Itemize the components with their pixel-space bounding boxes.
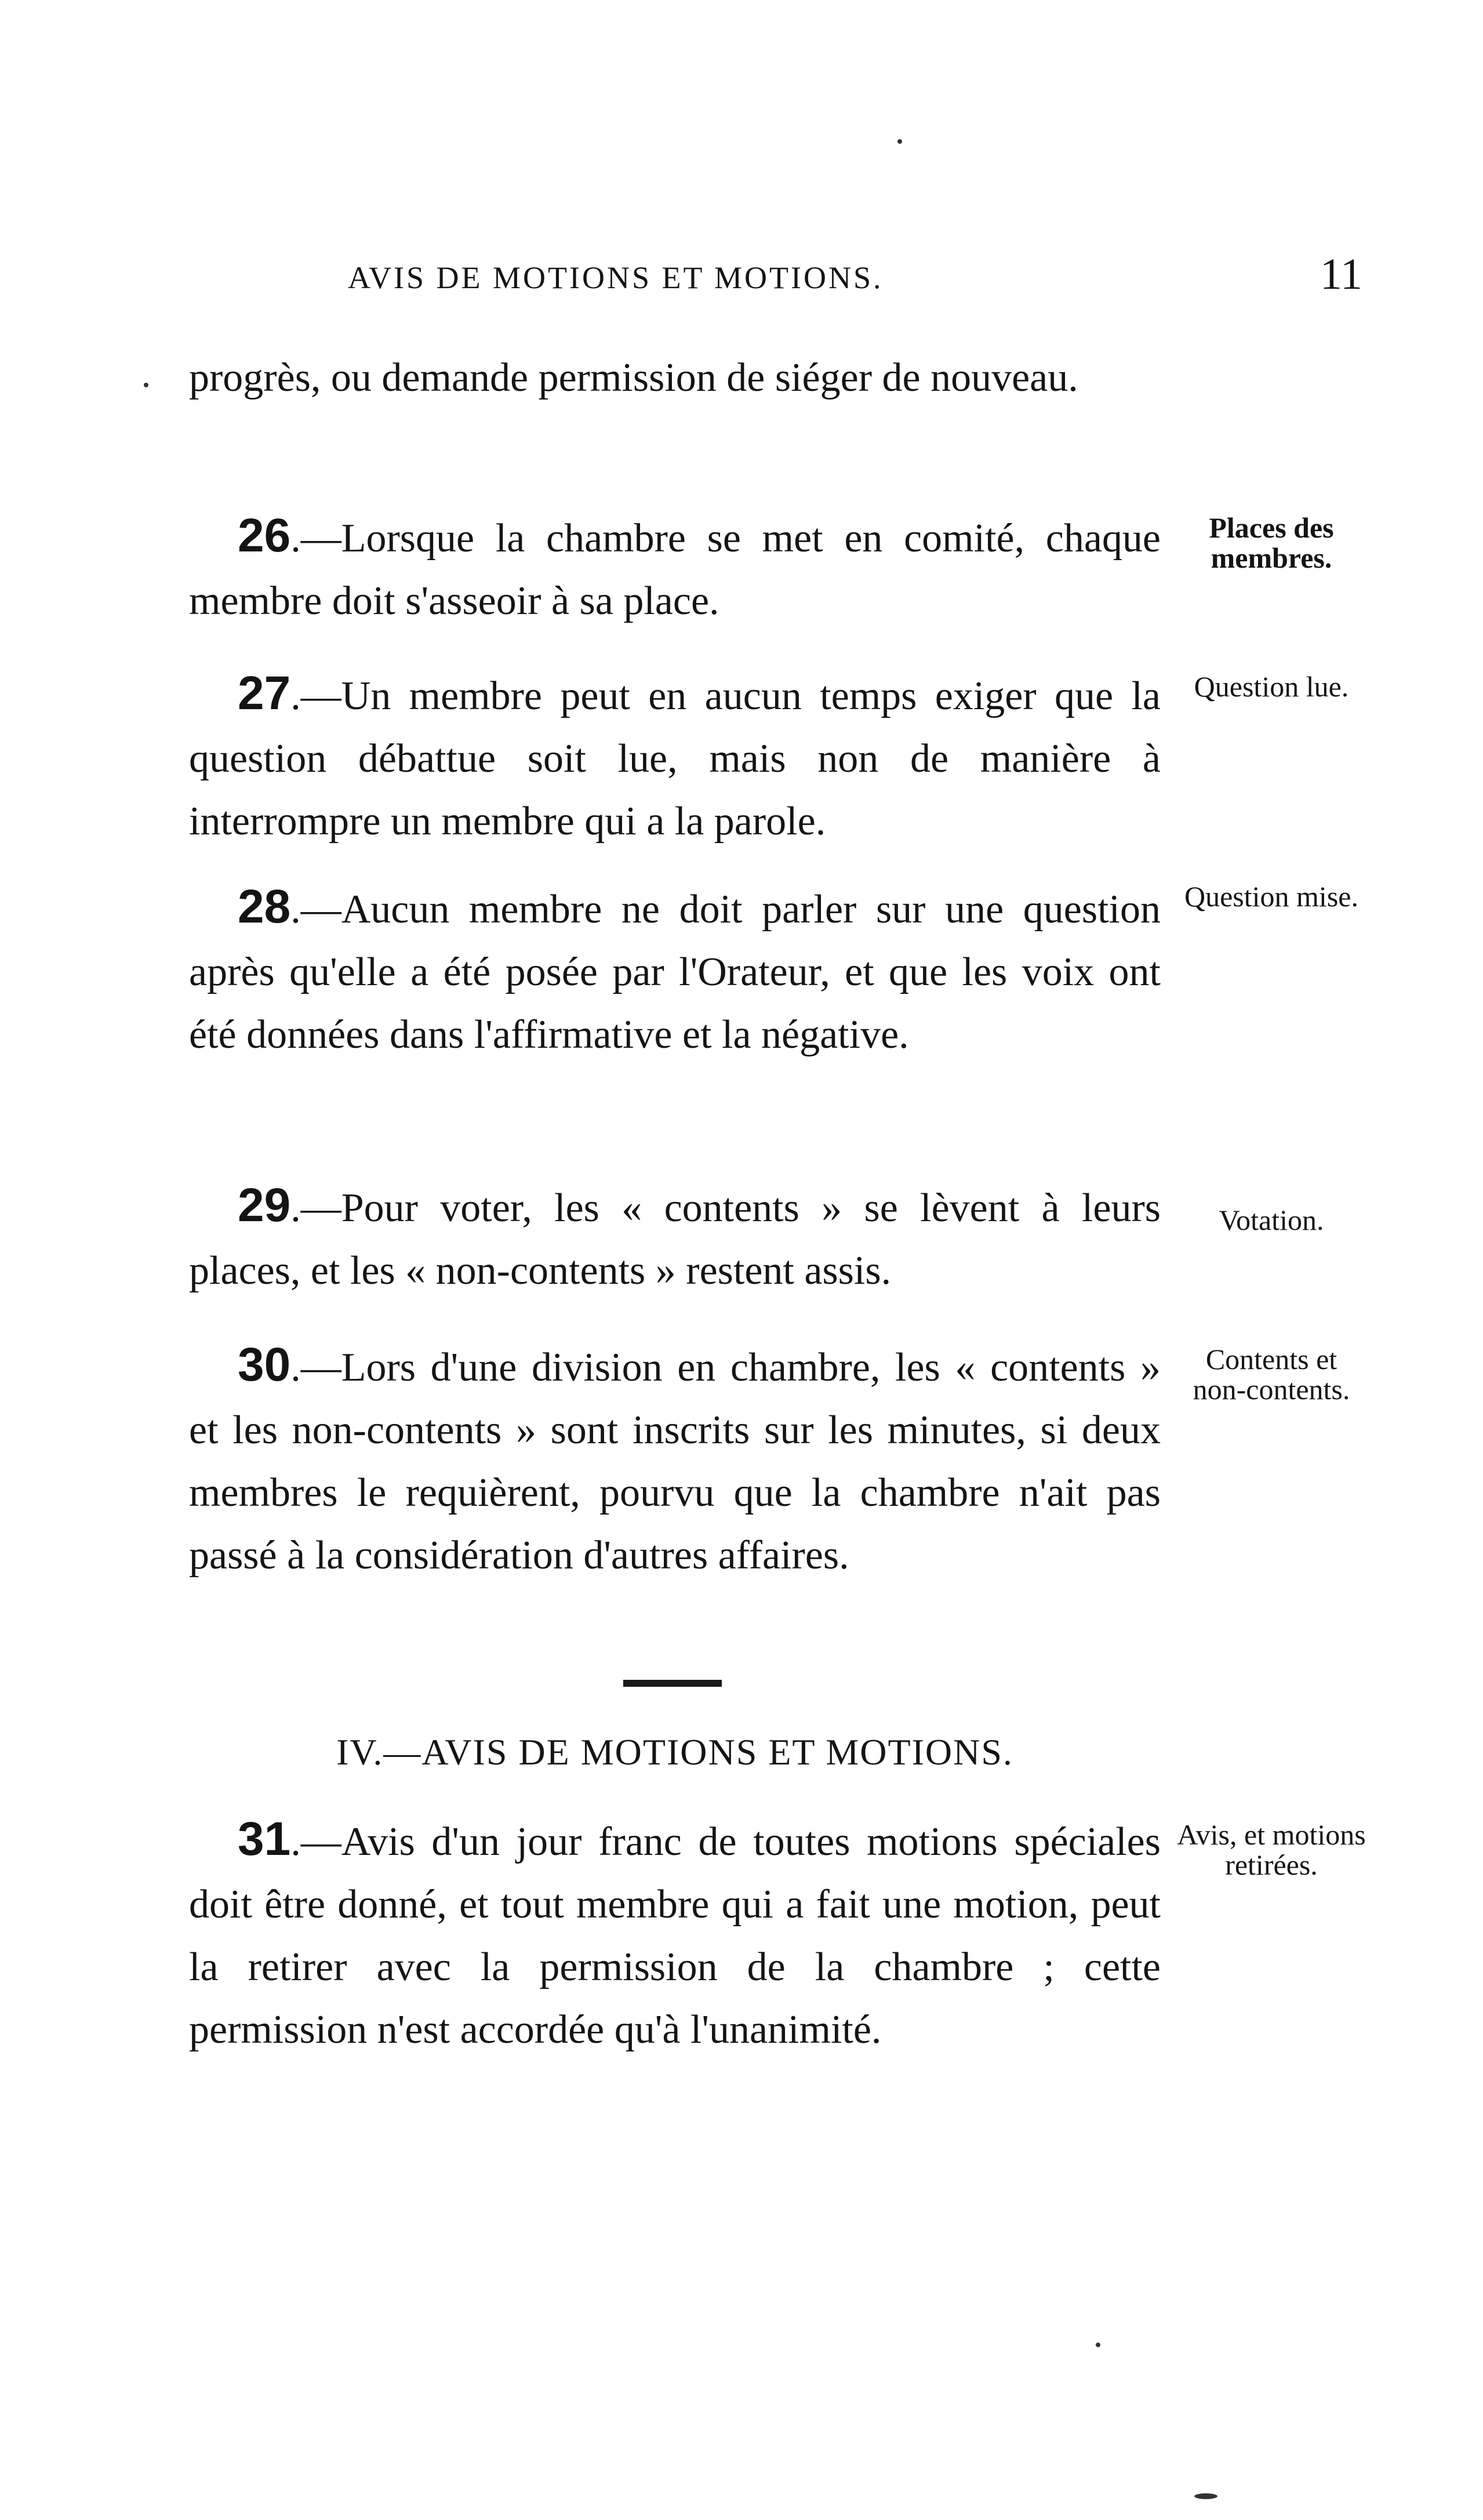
article-text: .—Un membre peut en aucun temps exiger que la question débattue soit lue, mais non de manière à interrompre un membre qui a la parole. [189, 674, 1161, 844]
article-number: 29 [238, 1179, 291, 1232]
running-title: AVIS DE MOTIONS ET MOTIONS. [348, 260, 884, 295]
article-number: 30 [238, 1338, 291, 1391]
page-number: 11 [1320, 250, 1362, 299]
scan-speck [1096, 2343, 1100, 2347]
article-text: .—Lorsque la chambre se met en comité, chaque membre doit s'asseoir à sa place. [189, 516, 1161, 623]
section-heading: IV.—AVIS DE MOTIONS ET MOTIONS. [336, 1731, 1013, 1773]
article-31 [189, 1808, 1161, 2061]
article-text: .—Aucun membre ne doit parler sur une question après qu'elle a été posée par l'Orateur, et que les voix ont été données dans l'affirmative et la négative. [189, 887, 1161, 1057]
article-text: .—Avis d'un jour franc de toutes motions spéciales doit être donné, et tout membre qui a fait une motion, peut la retirer avec la permission de la chambre ; cette permission n'est accordée qu'à l'unanimité. [189, 1820, 1161, 2052]
article-text: .—Lors d'une division en chambre, les « contents » et les non-contents » sont inscrits sur les minutes, si deux membres le requièrent, pourvu que la chambre n'ait pas passé à la considération d'autres affaires. [189, 1345, 1161, 1578]
section-divider [623, 1680, 722, 1687]
article-number: 26 [238, 509, 291, 562]
continuation-paragraph: progrès, ou demande permission de siéger de nouveau. [189, 355, 1078, 400]
article-text: .—Pour voter, les « contents » se lèvent à leurs places, et les « non-contents » restent assis. [189, 1186, 1161, 1293]
article-26 [189, 504, 1161, 633]
margin-note-30: Contents et non-contents. [1193, 1343, 1350, 1406]
scan-speck [1194, 2493, 1217, 2499]
scan-speck [897, 139, 902, 144]
article-number: 27 [238, 667, 291, 720]
margin-note-31: Avis, et motions retirées. [1177, 1818, 1366, 1881]
article-30 [189, 1334, 1161, 1587]
margin-note-27: Question lue. [1194, 670, 1349, 703]
margin-note-26: Places des membres. [1209, 511, 1334, 574]
margin-note-29: Votation. [1219, 1204, 1324, 1236]
scan-speck [144, 383, 148, 387]
article-29 [189, 1174, 1161, 1302]
article-27 [189, 662, 1161, 853]
article-28 [189, 876, 1161, 1066]
article-number: 28 [238, 880, 291, 933]
article-number: 31 [238, 1813, 291, 1865]
margin-note-28: Question mise. [1184, 880, 1358, 913]
